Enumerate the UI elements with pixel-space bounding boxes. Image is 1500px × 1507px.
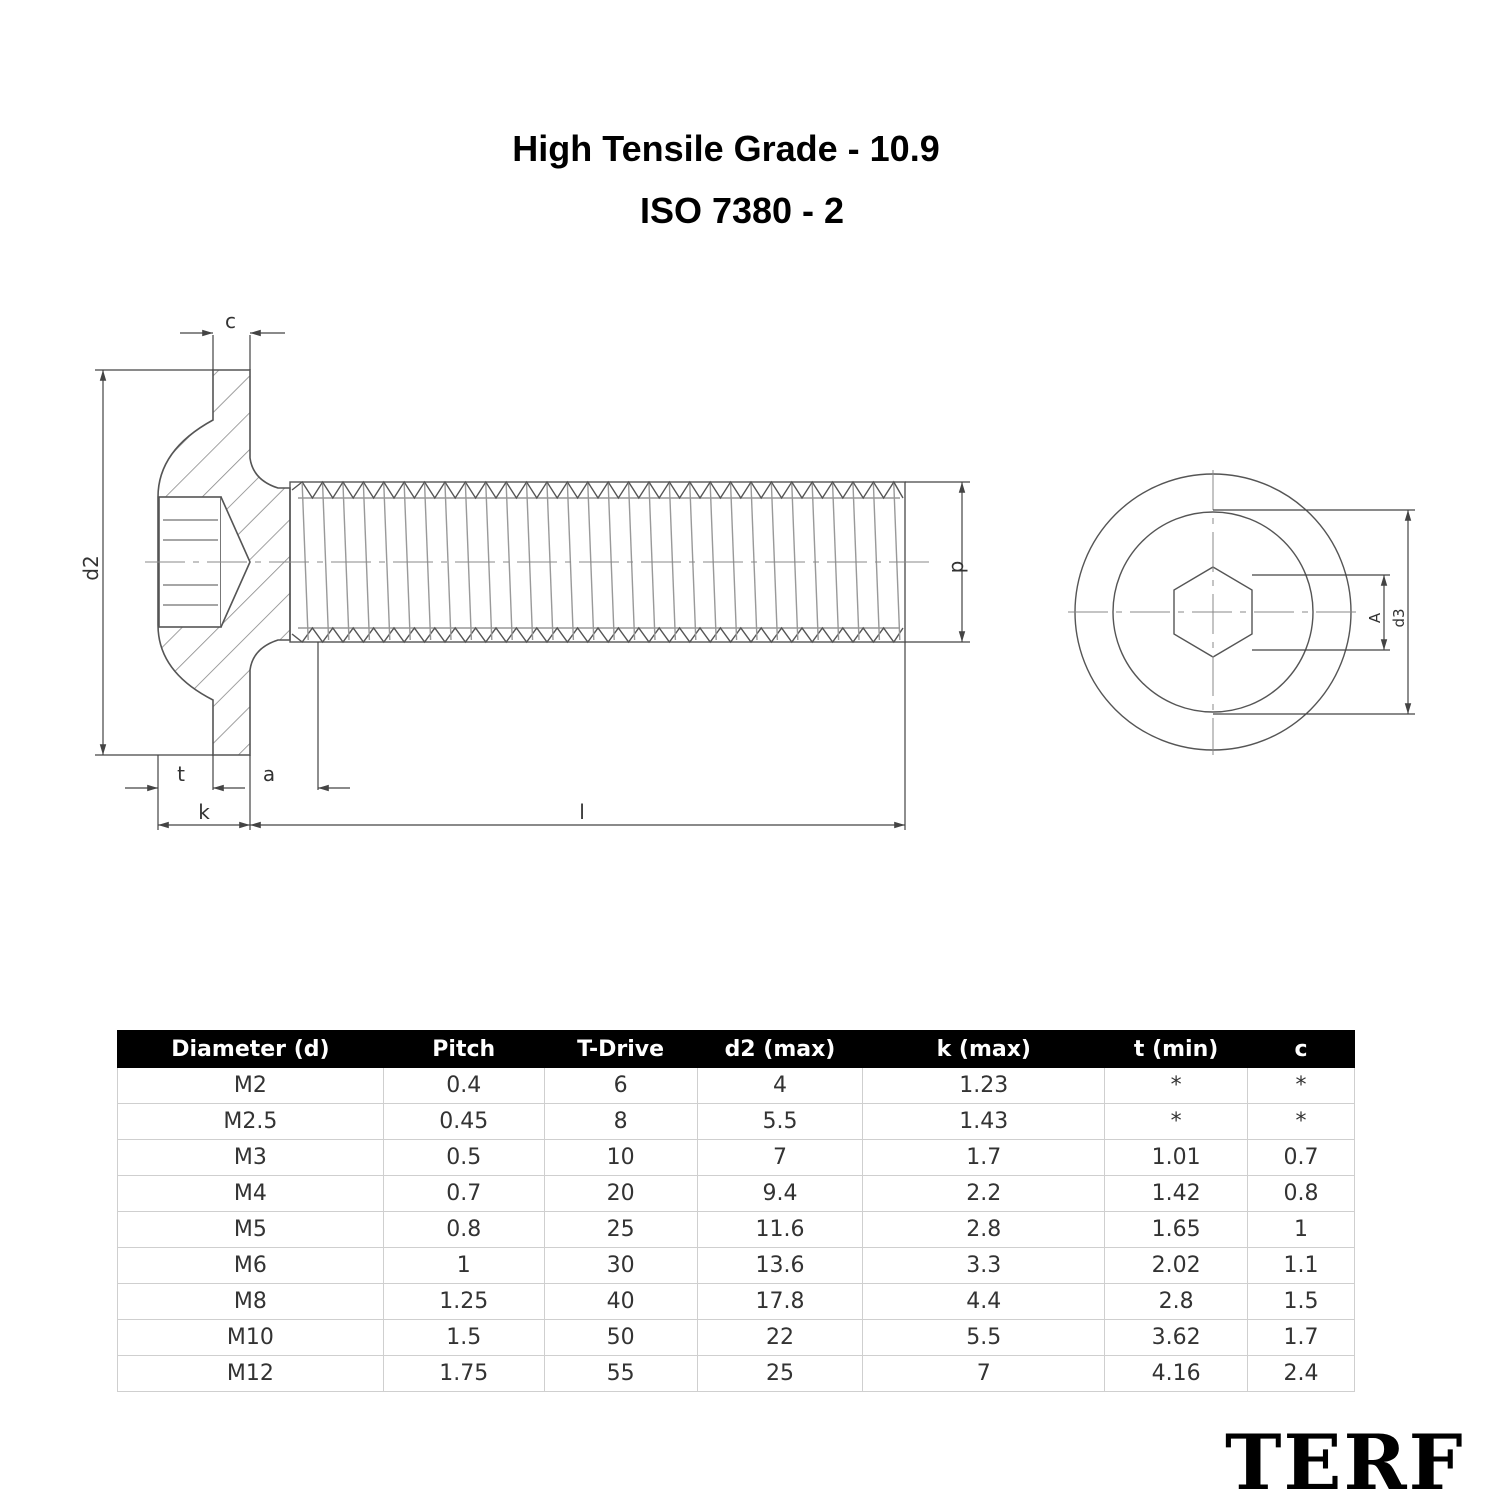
label-c: c bbox=[225, 309, 236, 333]
table-cell: * bbox=[1248, 1104, 1355, 1140]
col-t-min: t (min) bbox=[1105, 1031, 1248, 1068]
table-cell: 1.23 bbox=[863, 1068, 1105, 1104]
table-cell: 9.4 bbox=[697, 1176, 863, 1212]
table-cell: 40 bbox=[544, 1284, 697, 1320]
table-cell: 1.25 bbox=[383, 1284, 544, 1320]
table-cell: 1.5 bbox=[383, 1320, 544, 1356]
table-cell: M6 bbox=[118, 1248, 384, 1284]
table-cell: 25 bbox=[697, 1356, 863, 1392]
table-cell: 25 bbox=[544, 1212, 697, 1248]
table-cell: 0.4 bbox=[383, 1068, 544, 1104]
screw-end-view bbox=[1068, 470, 1360, 755]
label-k: k bbox=[198, 800, 210, 824]
table-cell: 1 bbox=[383, 1248, 544, 1284]
table-row bbox=[118, 1176, 1355, 1212]
table-cell: 4.4 bbox=[863, 1284, 1105, 1320]
table-cell: M3 bbox=[118, 1140, 384, 1176]
title-grade: High Tensile Grade - 10.9 bbox=[512, 128, 940, 169]
col-k-max: k (max) bbox=[863, 1031, 1105, 1068]
table-cell: 0.7 bbox=[383, 1176, 544, 1212]
table-cell: 0.7 bbox=[1248, 1140, 1355, 1176]
table-row bbox=[118, 1104, 1355, 1140]
label-l: l bbox=[579, 800, 585, 824]
table-row bbox=[118, 1068, 1355, 1104]
table-cell: 13.6 bbox=[697, 1248, 863, 1284]
table-cell: 1.1 bbox=[1248, 1248, 1355, 1284]
table-cell: 10 bbox=[544, 1140, 697, 1176]
label-d2: d2 bbox=[79, 555, 103, 581]
table-cell: 1.7 bbox=[863, 1140, 1105, 1176]
table-row bbox=[118, 1320, 1355, 1356]
table-cell: 1.75 bbox=[383, 1356, 544, 1392]
table-cell: M10 bbox=[118, 1320, 384, 1356]
table-cell: 20 bbox=[544, 1176, 697, 1212]
col-diameter: Diameter (d) bbox=[118, 1031, 384, 1068]
label-A: A bbox=[1366, 612, 1384, 624]
table-cell: * bbox=[1105, 1068, 1248, 1104]
table-cell: M2.5 bbox=[118, 1104, 384, 1140]
table-cell: 2.8 bbox=[863, 1212, 1105, 1248]
table-cell: 1.01 bbox=[1105, 1140, 1248, 1176]
table-cell: 22 bbox=[697, 1320, 863, 1356]
table-cell: 55 bbox=[544, 1356, 697, 1392]
table-cell: M12 bbox=[118, 1356, 384, 1392]
table-cell: 0.8 bbox=[383, 1212, 544, 1248]
col-c: c bbox=[1248, 1031, 1355, 1068]
table-cell: 17.8 bbox=[697, 1284, 863, 1320]
terf-logo: TERF bbox=[1225, 1418, 1465, 1507]
table-cell: 1.42 bbox=[1105, 1176, 1248, 1212]
table-cell: 1.7 bbox=[1248, 1320, 1355, 1356]
table-cell: 3.3 bbox=[863, 1248, 1105, 1284]
table-cell: 4.16 bbox=[1105, 1356, 1248, 1392]
col-d2-max: d2 (max) bbox=[697, 1031, 863, 1068]
table-cell: 6 bbox=[544, 1068, 697, 1104]
table-cell: 2.2 bbox=[863, 1176, 1105, 1212]
table-row bbox=[118, 1284, 1355, 1320]
label-t: t bbox=[177, 762, 185, 786]
table-cell: M8 bbox=[118, 1284, 384, 1320]
table-cell: 3.62 bbox=[1105, 1320, 1248, 1356]
table-cell: 50 bbox=[544, 1320, 697, 1356]
table-cell: M2 bbox=[118, 1068, 384, 1104]
table-cell: 1.5 bbox=[1248, 1284, 1355, 1320]
table-cell: 5.5 bbox=[697, 1104, 863, 1140]
table-cell: 8 bbox=[544, 1104, 697, 1140]
table-cell: M4 bbox=[118, 1176, 384, 1212]
table-cell: 1.65 bbox=[1105, 1212, 1248, 1248]
title-standard: ISO 7380 - 2 bbox=[639, 190, 845, 231]
table-cell: 2.4 bbox=[1248, 1356, 1355, 1392]
table-cell: 2.8 bbox=[1105, 1284, 1248, 1320]
table-cell: 2.02 bbox=[1105, 1248, 1248, 1284]
table-header-row bbox=[118, 1031, 1355, 1068]
table-cell: M5 bbox=[118, 1212, 384, 1248]
table-cell: 11.6 bbox=[697, 1212, 863, 1248]
table-cell: 1.43 bbox=[863, 1104, 1105, 1140]
table-cell: 0.45 bbox=[383, 1104, 544, 1140]
table-cell: 1 bbox=[1248, 1212, 1355, 1248]
table-cell: 7 bbox=[863, 1356, 1105, 1392]
table-cell: 7 bbox=[697, 1140, 863, 1176]
table-cell: 30 bbox=[544, 1248, 697, 1284]
dimension-table bbox=[117, 1030, 1355, 1392]
label-a: a bbox=[262, 762, 276, 786]
table-cell: 0.8 bbox=[1248, 1176, 1355, 1212]
table-row bbox=[118, 1356, 1355, 1392]
table-row bbox=[118, 1212, 1355, 1248]
label-d3: d3 bbox=[1390, 608, 1408, 628]
table-row bbox=[118, 1248, 1355, 1284]
table-cell: * bbox=[1105, 1104, 1248, 1140]
label-d: d bbox=[947, 560, 971, 574]
col-pitch: Pitch bbox=[383, 1031, 544, 1068]
table-cell: 5.5 bbox=[863, 1320, 1105, 1356]
table-cell: 4 bbox=[697, 1068, 863, 1104]
col-t-drive: T-Drive bbox=[544, 1031, 697, 1068]
thread-crest-line bbox=[323, 484, 329, 640]
table-row bbox=[118, 1140, 1355, 1176]
table-cell: * bbox=[1248, 1068, 1355, 1104]
table-cell: 0.5 bbox=[383, 1140, 544, 1176]
